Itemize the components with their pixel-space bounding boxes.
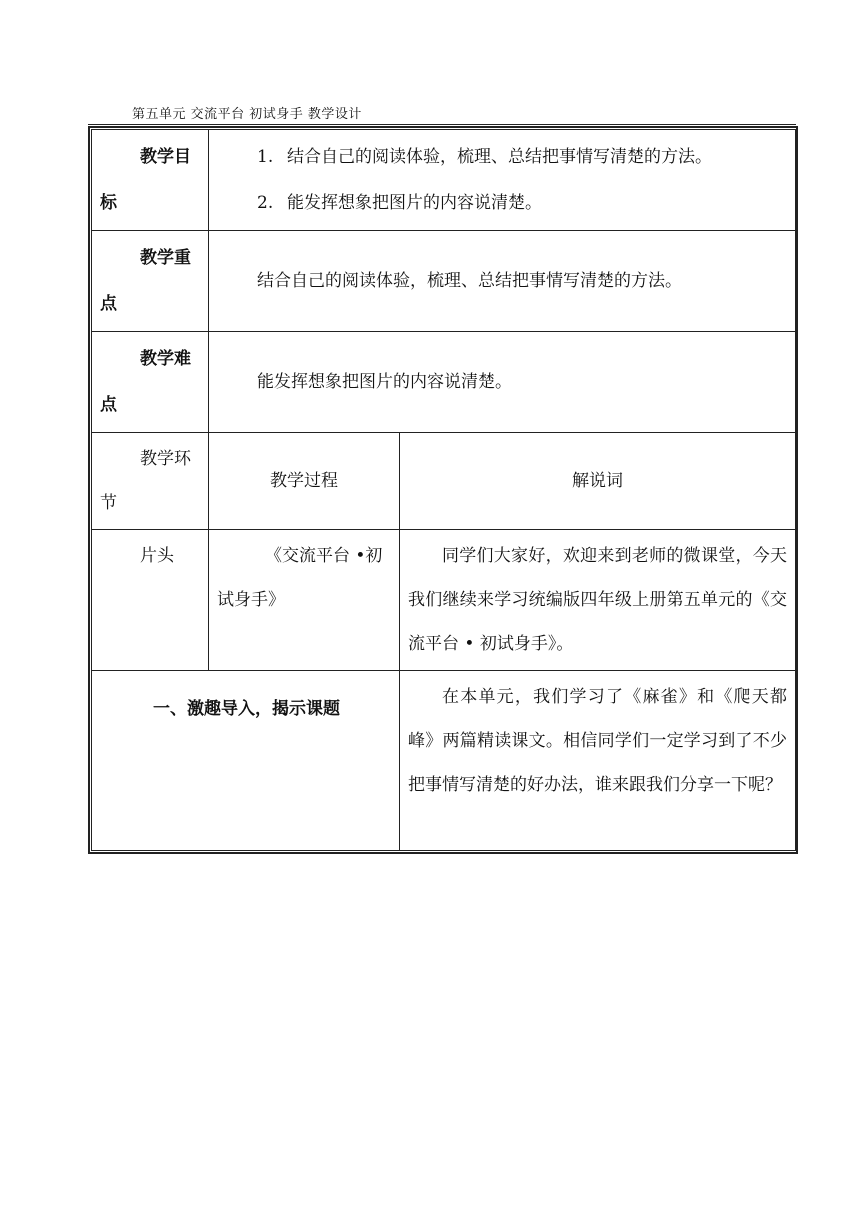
stage-header-line2: 节 xyxy=(100,493,117,513)
goals-content xyxy=(209,130,796,231)
process-column-header: 教学过程 xyxy=(209,433,400,530)
section1-narration: 在本单元，我们学习了《麻雀》和《爬天都峰》两篇精读课文。相信同学们一定学习到了不少把事情写清楚的好办法，谁来跟我们分享一下呢？ xyxy=(400,671,796,851)
intro-narration: 同学们大家好，欢迎来到老师的微课堂，今天我们继续来学习统编版四年级上册第五单元的《交流平台 • 初试身手》。 xyxy=(400,530,796,671)
goal-number: 1. xyxy=(257,147,274,167)
key-points-label-line2: 点 xyxy=(100,294,117,314)
key-points-content xyxy=(209,231,796,332)
goal-text: 结合自己的阅读体验，梳理、总结把事情写清楚的方法。 xyxy=(287,147,712,167)
key-points-label-line1: 教学重 xyxy=(140,248,191,268)
key-points-text: 结合自己的阅读体验，梳理、总结把事情写清楚的方法。 xyxy=(257,271,682,291)
goal-item xyxy=(257,134,789,180)
section1-row xyxy=(92,671,796,851)
goals-label-line2: 标 xyxy=(100,193,117,213)
difficulties-label-line1: 教学难 xyxy=(140,349,191,369)
goal-item xyxy=(257,180,789,226)
narration-column-header: 解说词 xyxy=(400,433,796,530)
difficulties-row xyxy=(92,332,796,433)
stage-column-header xyxy=(92,433,209,530)
goals-label xyxy=(92,130,209,231)
lesson-plan-table-frame xyxy=(88,126,798,854)
stage-header-line1: 教学环 xyxy=(140,449,191,469)
intro-stage: 片头 xyxy=(92,530,209,671)
goal-text: 能发挥想象把图片的内容说清楚。 xyxy=(287,193,542,213)
key-points-label xyxy=(92,231,209,332)
intro-row xyxy=(92,530,796,671)
key-points-row xyxy=(92,231,796,332)
difficulties-label-line2: 点 xyxy=(100,395,117,415)
goals-row xyxy=(92,130,796,231)
document-header: 第五单元 交流平台 初试身手 教学设计 xyxy=(132,107,362,122)
header-divider xyxy=(88,124,796,125)
difficulties-label xyxy=(92,332,209,433)
difficulties-text: 能发挥想象把图片的内容说清楚。 xyxy=(257,372,512,392)
difficulties-content xyxy=(209,332,796,433)
intro-process: 《交流平台 •初试身手》 xyxy=(209,530,400,671)
section1-title: 一、激趣导入，揭示课题 xyxy=(92,671,400,851)
goal-number: 2. xyxy=(257,193,274,213)
column-header-row xyxy=(92,433,796,530)
lesson-plan-table xyxy=(91,129,796,851)
goals-label-line1: 教学目 xyxy=(140,147,191,167)
